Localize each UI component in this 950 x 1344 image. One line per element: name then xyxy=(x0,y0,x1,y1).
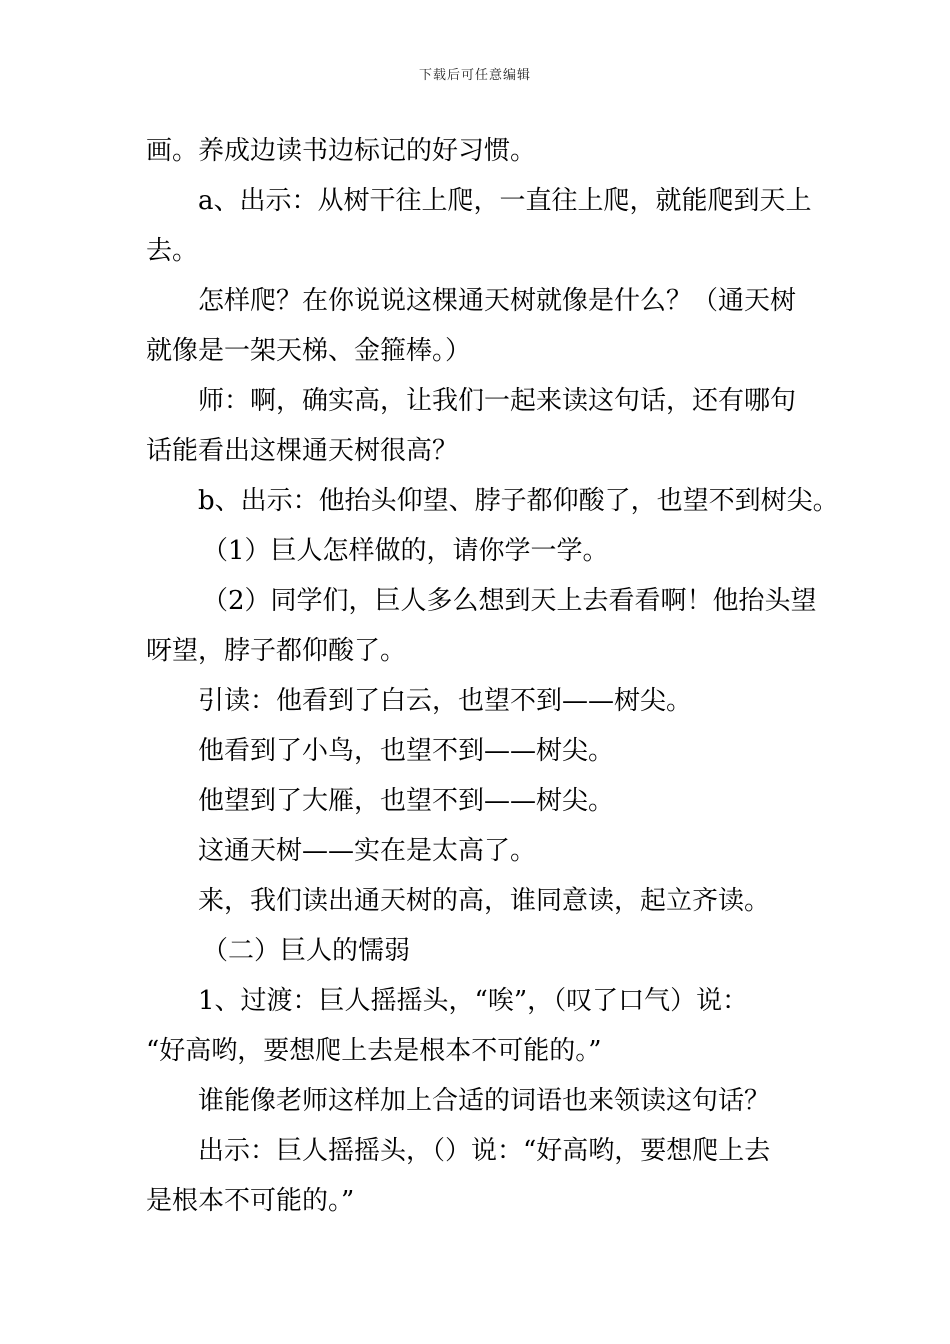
paragraph-line: 师：啊，确实高，让我们一起来读这句话，还有哪句 xyxy=(198,386,797,416)
paragraph-line: 这通天树——实在是太高了。 xyxy=(198,836,537,866)
paragraph-line: “好高哟，要想爬上去是根本不可能的。” xyxy=(146,1036,602,1066)
paragraph-line: 他望到了大雁，也望不到——树尖。 xyxy=(198,786,615,816)
section-heading: （二）巨人的懦弱 xyxy=(202,936,411,966)
paragraph-line: 谁能像老师这样加上合适的词语也来领读这句话？ xyxy=(198,1086,771,1116)
paragraph-line: 来，我们读出通天树的高，谁同意读，起立齐读。 xyxy=(198,886,771,916)
paragraph-line: （2）同学们，巨人多么想到天上去看看啊！他抬头望 xyxy=(202,586,817,616)
paragraph-line: 呀望，脖子都仰酸了。 xyxy=(146,636,407,666)
paragraph-line: 引读：他看到了白云，也望不到——树尖。 xyxy=(198,686,693,716)
paragraph-line: （1）巨人怎样做的，请你学一学。 xyxy=(202,536,609,566)
paragraph-line: 怎样爬？在你说说这棵通天树就像是什么？（通天树 xyxy=(198,286,797,316)
paragraph-line: 是根本不可能的。” xyxy=(146,1186,355,1216)
paragraph-line: 他看到了小鸟，也望不到——树尖。 xyxy=(198,736,615,766)
paragraph-line: b、出示：他抬头仰望、脖子都仰酸了，也望不到树尖。 xyxy=(198,486,839,516)
paragraph-line: 就像是一架天梯、金箍棒。） xyxy=(146,336,472,366)
paragraph-line: 出示：巨人摇摇头，（）说：“好高哟，要想爬上去 xyxy=(198,1136,771,1166)
page-header-note: 下载后可任意编辑 xyxy=(418,68,531,83)
paragraph-line: a、出示：从树干往上爬，一直往上爬，就能爬到天上 xyxy=(198,186,812,216)
document-body xyxy=(146,126,839,1226)
paragraph-line: 画。养成边读书边标记的好习惯。 xyxy=(146,136,537,166)
paragraph-line: 去。 xyxy=(146,236,199,266)
paragraph-line: 1、过渡：巨人摇摇头，“唉”，（叹了口气）说： xyxy=(198,986,749,1016)
paragraph-line: 话能看出这棵通天树很高？ xyxy=(146,436,459,466)
